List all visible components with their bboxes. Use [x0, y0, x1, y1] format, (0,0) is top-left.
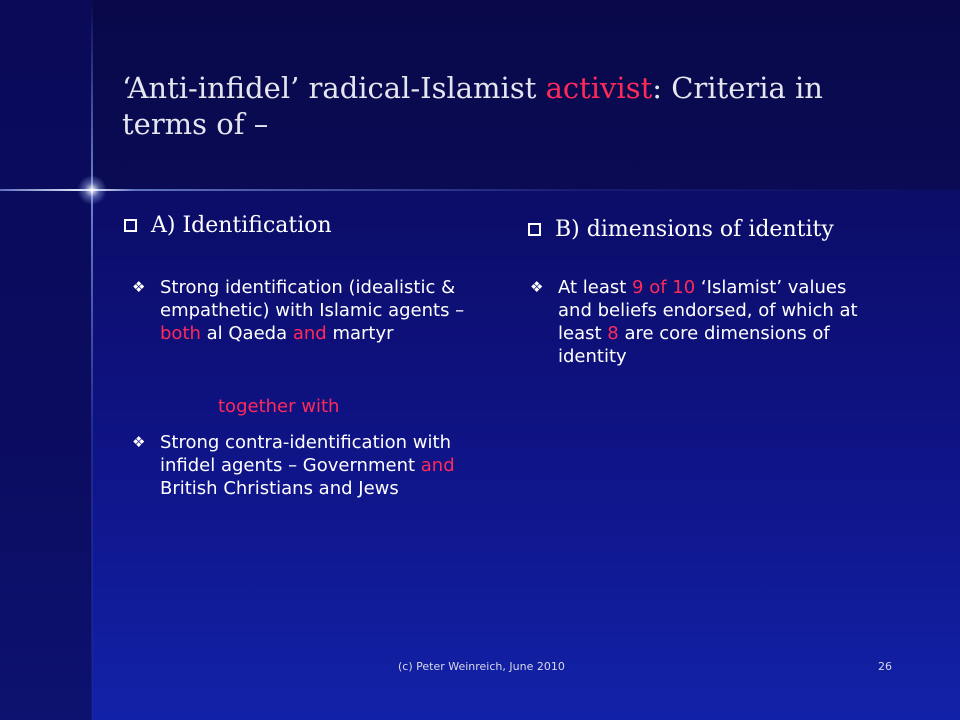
right-bullet-part1: At least [558, 277, 633, 298]
four-diamond-icon: ❖ [132, 278, 146, 296]
right-bullet-part2: ‘Islamist’ values and beliefs endorsed, of which at least [558, 277, 858, 344]
right-bullet-part3: are core dimensions of identity [558, 323, 830, 367]
left-bullet-2-part2: British Christians and Jews [160, 478, 399, 499]
four-diamond-icon: ❖ [530, 278, 544, 296]
star-flare-icon [77, 175, 107, 205]
flare-vertical-line [91, 0, 93, 720]
left-bullet-2-text [160, 431, 500, 500]
right-bullet-1 [530, 276, 860, 368]
connector-text: together with [218, 396, 340, 417]
title-text-2: : Criteria in terms of – [122, 71, 823, 141]
title-accent: activist [545, 71, 653, 105]
flare-horizontal-line [0, 189, 960, 191]
four-diamond-icon: ❖ [132, 433, 146, 451]
page-number: 26 [878, 660, 892, 673]
right-heading [528, 217, 834, 242]
left-bullet-2 [132, 431, 500, 500]
hollow-square-icon [124, 219, 137, 232]
right-bullet-1-text [558, 276, 860, 368]
left-decor-band [0, 0, 92, 720]
left-heading-text: A) Identification [151, 213, 332, 238]
title-text-1: ‘Anti-infidel’ radical-Islamist [122, 71, 546, 105]
left-heading [124, 213, 332, 238]
left-bullet-1-part1: Strong identification (idealistic & empathetic) with Islamic agents – [160, 277, 465, 321]
right-bullet-red2: 8 [607, 323, 619, 344]
hollow-square-icon [528, 223, 541, 236]
slide-title [122, 70, 902, 142]
left-bullet-1-text [160, 276, 500, 345]
left-bullet-1-red1: both [160, 323, 201, 344]
left-bullet-1 [132, 276, 500, 345]
left-bullet-2-part1: Strong contra-identification with infidel agents – Government [160, 432, 451, 476]
left-bullet-1-part3: martyr [326, 323, 394, 344]
left-bullet-1-red2: and [292, 323, 327, 344]
left-bullet-1-part2: al Qaeda [200, 323, 293, 344]
right-bullet-red1: 9 of 10 [632, 277, 696, 298]
left-bullet-2-red: and [420, 455, 455, 476]
right-heading-text: B) dimensions of identity [555, 217, 834, 242]
footer-credit: (c) Peter Weinreich, June 2010 [398, 660, 565, 673]
